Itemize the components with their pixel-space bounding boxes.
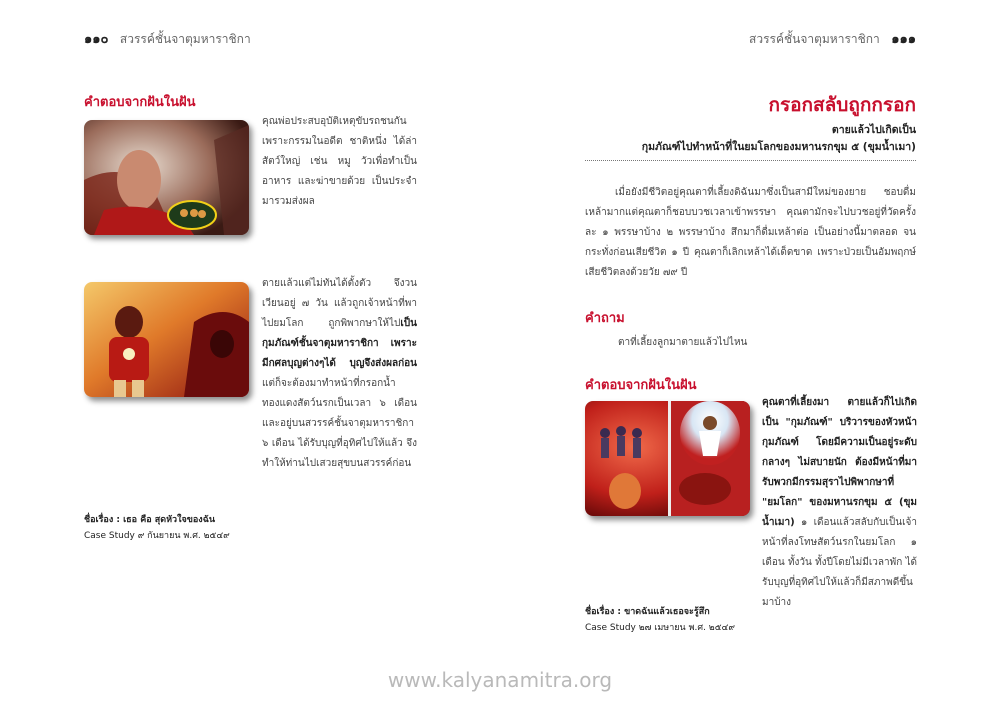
intro-paragraph: เมื่อยังมีชีวิตอยู่คุณตาที่เลี้ยงดิฉันมาซึ่งเป็นสามีใหม่ของยาย ชอบดื่มเหล้ามากแต่คุณตาก็ชอบบวชเวลาเข้าพรรษา คุณตามักจะไปบวชอยู่ที่วัดครั้งละ ๑ พรรษาบ้าง ๒ พรรษาบ้าง สึกมาก็ดื่มเหล้าต่อ เป็นอย่างนี้มาตลอด จนกระทั่งก่อนเสียชีวิต ๑ ปี คุณตาก็เลิกเหล้าได้เด็ดขาด เพราะป่วยเป็นอัมพฤกษ์ เสียชีวิตลงด้วยวัย ๗๙ ปี [585, 187, 916, 278]
question-text: ตาที่เลี้ยงลูกมาตายแล้วไปไหน [618, 337, 748, 348]
running-title: สวรรค์ชั้นจาตุมหาราชิกา [749, 32, 880, 46]
caption-title: ชื่อเรื่อง : เธอ คือ สุดหัวใจของฉัน [84, 515, 215, 525]
answer-paragraph: คุณตาที่เลี้ยงมา ตายแล้วก็ไปเกิดเป็น "กุมภัณฑ์" บริวารของหัวหน้ากุมภัณฑ์ โดยมีความเป็นอยู่ระดับกลางๆ ไม่สบายนัก ต้องมีหน้าที่มารับพวกมีกรรมสุราไปพิพากษาที่ "ยมโลก" ของมหานรกขุม ๕ (ขุมน้ำเมา) ๑ เดือนแล้วสลับกับเป็นเจ้าหน้าที่ลงโทษสัตว์นรกในยมโลก ๑ เดือน ทั้งวัน ทั้งปีโดยไม่มีเวลาพัก ได้รับบุญที่อุทิศไปให้แล้วก็มีสภาพดีขึ้นมาบ้าง [762, 397, 917, 608]
car-accident-illustration [84, 120, 249, 235]
left-caption [84, 512, 230, 544]
paragraph-2: ตายแล้วแต่ไม่ทันได้ตั้งตัว จึงวนเวียนอยู่ ๗ วัน แล้วถูกเจ้าหน้าที่พาไปยมโลก ถูกพิพากษาให้ไปเป็นกุมภัณฑ์ชั้นจาตุมหาราชิกา เพราะมีกศลบุญต่างๆได้ บุญจึงส่งผลก่อน แต่ก็จะต้องมาทำหน้าที่กรอกน้ำทองแดงสัตว์นรกเป็นเวลา ๖ เดือน และอยู่บนสวรรค์ชั้นจาตุมหาราชิกา ๖ เดือน ได้รับบุญที่อุทิศไปให้แล้ว จึงทำให้ท่านไปเสวยสุขบนสวรรค์ก่อน [262, 278, 417, 469]
paragraph-1: คุณพ่อประสบอุบัติเหตุขับรถชนกันเพราะกรรมในอดีต ชาติหนึ่ง ได้ล่าสัตว์ใหญ่ เช่น หมู วัวเพื่อทำเป็นอาหาร และฆ่าขายด้วย เป็นประจำ มารวมส่งผล [262, 116, 417, 207]
main-title: กรอกสลับถูกกรอก [768, 94, 916, 116]
running-title: สวรรค์ชั้นจาตุมหาราชิกา [119, 32, 251, 46]
website-watermark: www.kalyanamitra.org [387, 668, 613, 692]
answer-bold: คุณตาที่เลี้ยงมา ตายแล้วก็ไปเกิดเป็น "กุมภัณฑ์" บริวารของหัวหน้ากุมภัณฑ์ โดยมีความเป็นอยู่ระดับกลางๆ ไม่สบายนัก ต้องมีหน้าที่มารับพวกมีกรรมสุราไปพิพากษาที่ "ยมโลก" ของมหานรกขุม ๕ (ขุมน้ำเมา) [762, 397, 917, 528]
caption-title: ชื่อเรื่อง : ขาดฉันแล้วเธอจะรู้สึก [585, 607, 710, 617]
answer-title: คำตอบจากฝันในฝัน [585, 378, 697, 393]
page-number: ๑๑๐ [84, 32, 109, 47]
hell-scene-illustration [585, 401, 750, 516]
right-header [749, 28, 916, 49]
section-title: คำตอบจากฝันในฝัน [84, 95, 196, 110]
kumbhanda-illustration [84, 282, 249, 397]
caption-case: Case Study ๙ กันยายน พ.ศ. ๒๕๔๙ [84, 531, 230, 541]
question-title: คำถาม [585, 311, 625, 326]
divider [585, 160, 916, 161]
right-caption [585, 604, 735, 636]
left-header [84, 28, 251, 49]
subtitle: ตายแล้วไปเกิดเป็น กุมภัณฑ์ไปทำหน้าที่ในยมโลกของมหานรกขุม ๕ (ขุมน้ำเมา) [641, 124, 916, 153]
right-page [500, 0, 1000, 707]
caption-case: Case Study ๒๗ เมษายน พ.ศ. ๒๕๔๙ [585, 623, 735, 633]
paragraph-2-bold: เป็นกุมภัณฑ์ชั้นจาตุมหาราชิกา เพราะมีกศลบุญต่างๆได้ บุญจึงส่งผลก่อน [262, 318, 417, 369]
page-number: ๑๑๑ [891, 32, 916, 47]
